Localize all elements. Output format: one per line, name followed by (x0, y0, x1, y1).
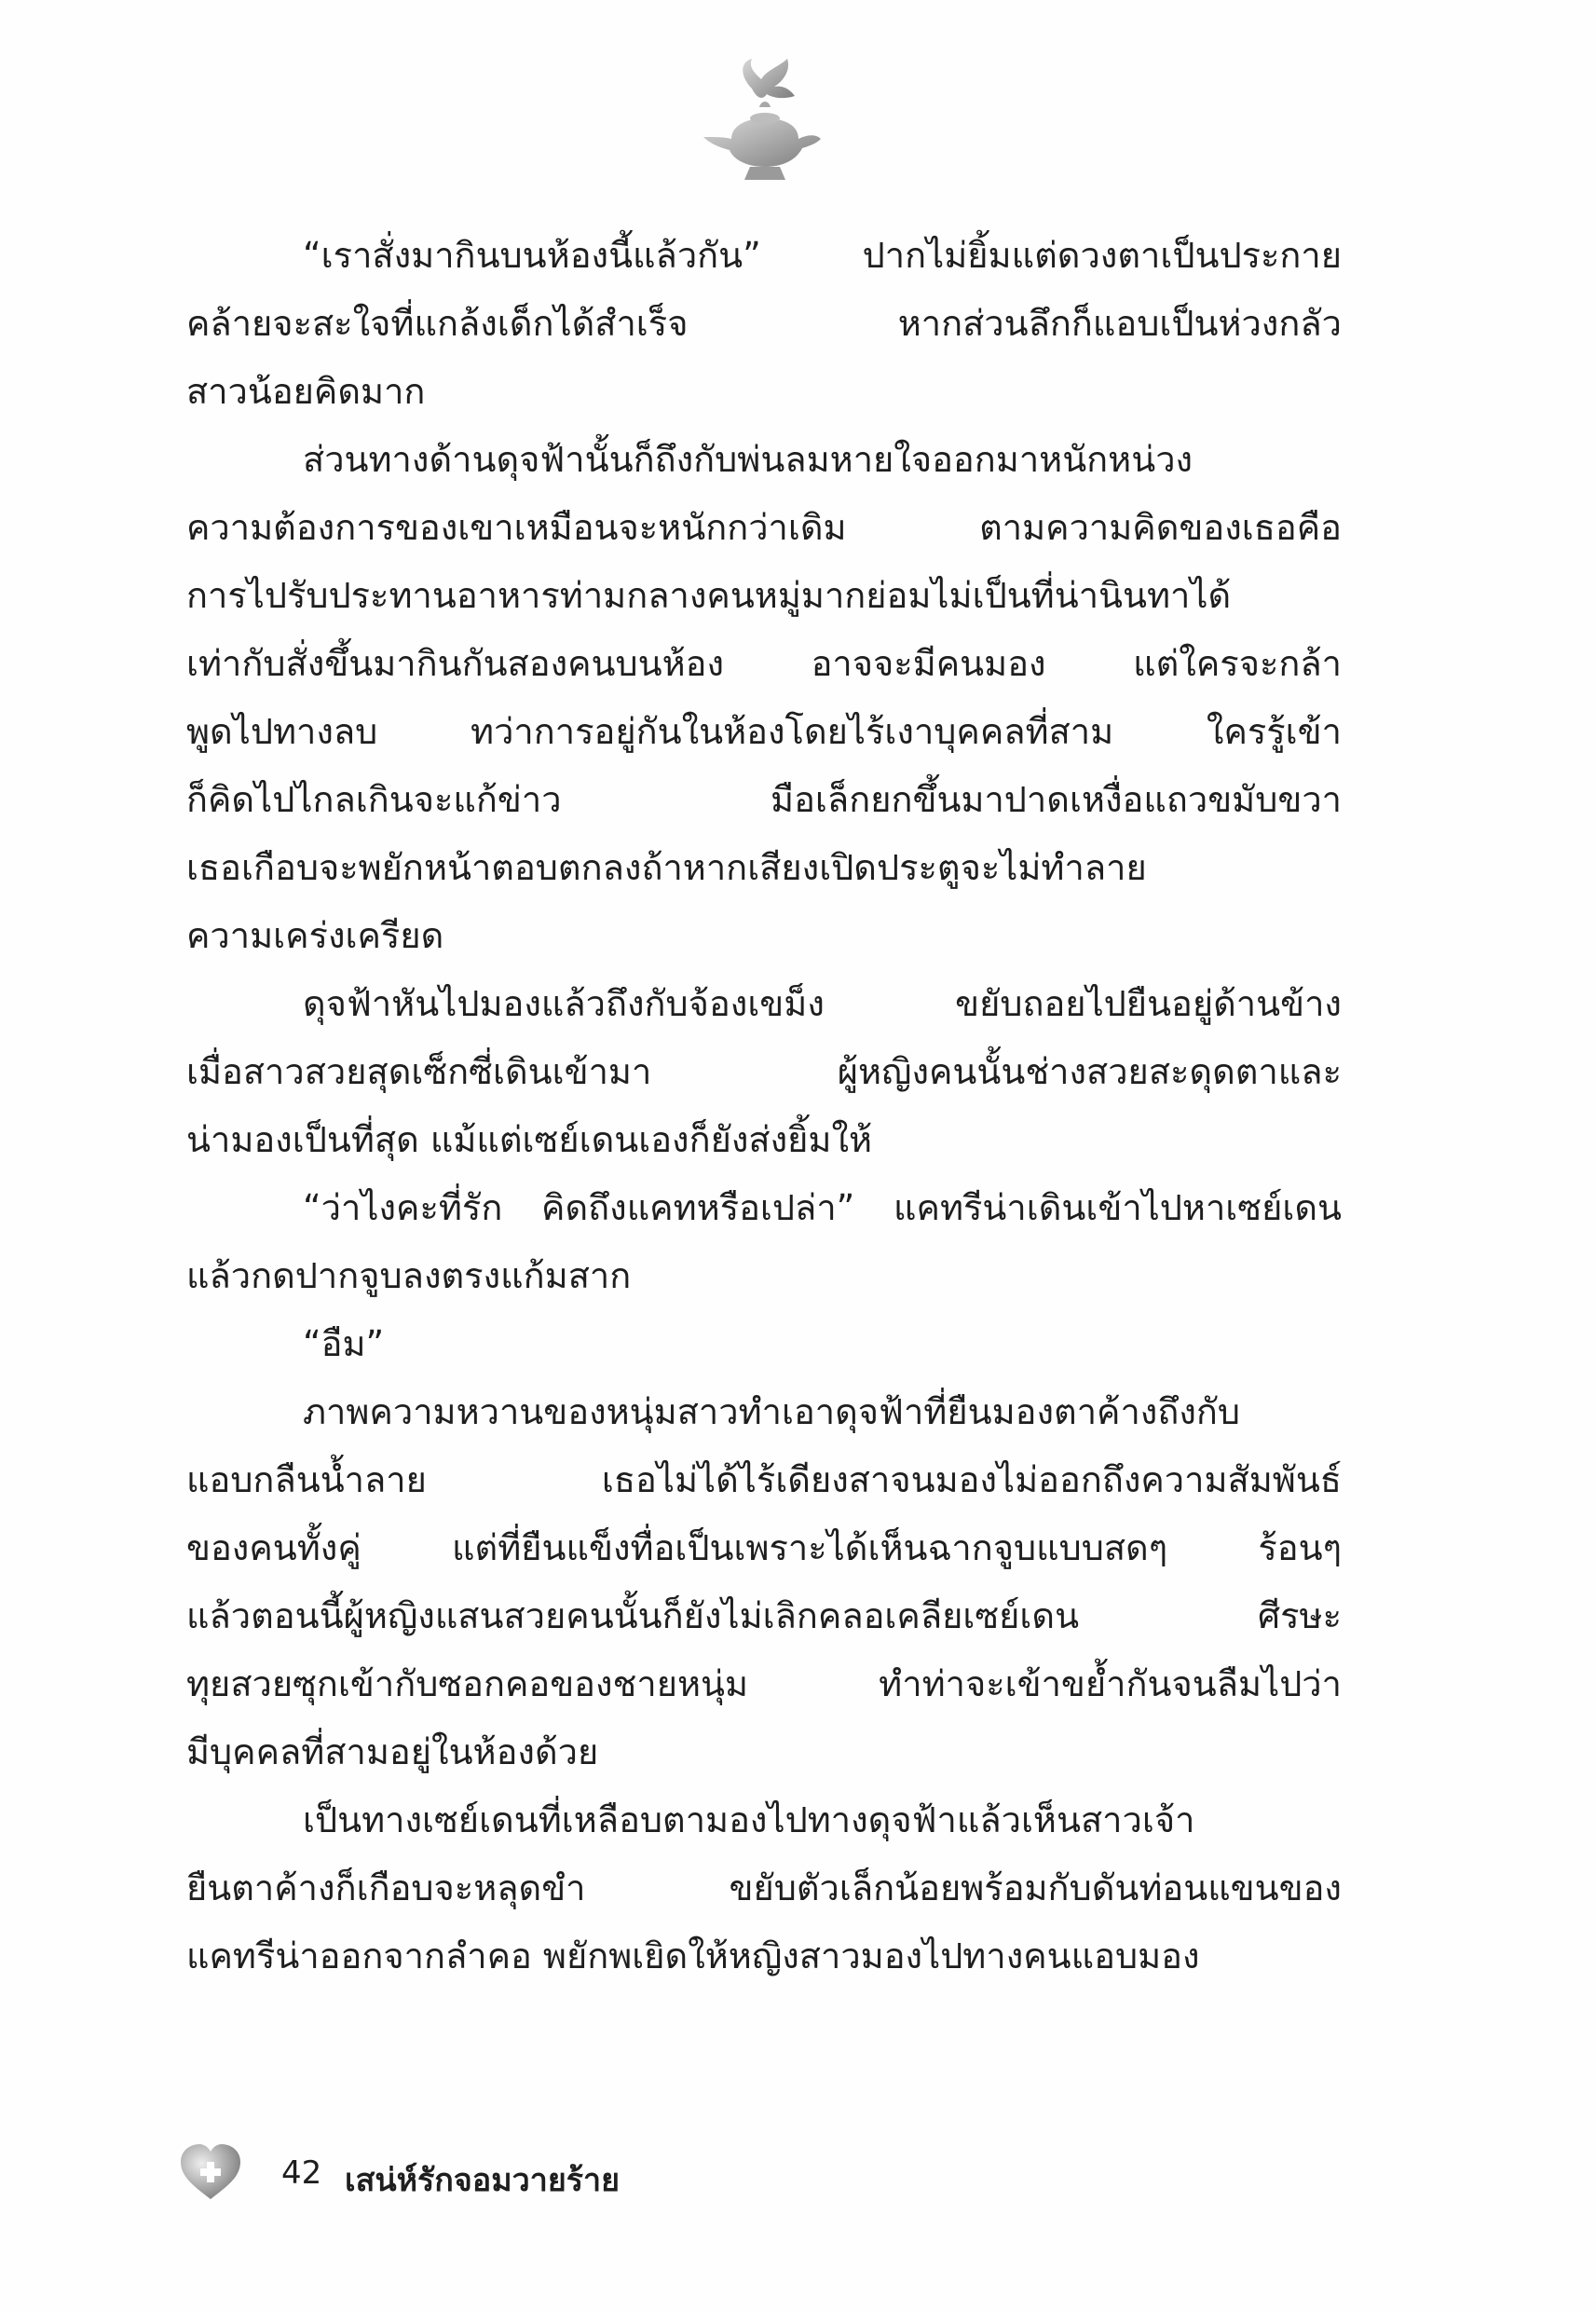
text-line: ก็คิดไปไกลเกินจะแก้ข่าว มือเล็กยกขึ้นมาปาดเหงื่อแถวขมับขวา (186, 779, 1342, 820)
paragraph (186, 1786, 1342, 1990)
text-line: เป็นทางเซย์เดนที่เหลือบตามองไปทางดุจฟ้าแล้วเห็นสาวเจ้า (303, 1799, 1195, 1840)
text-line: เท่ากับสั่งขึ้นมากินกันสองคนบนห้อง อาจจะมีคนมอง แต่ใครจะกล้า (186, 643, 1342, 684)
paragraph (186, 426, 1342, 970)
text-line: ทุยสวยซุกเข้ากับซอกคอของชายหนุ่ม ทำท่าจะเข้าขย้ำกันจนลืมไปว่า (186, 1663, 1342, 1704)
genie-lamp-icon (694, 51, 834, 191)
paragraph (186, 1174, 1342, 1310)
text-line: มีบุคคลที่สามอยู่ในห้องด้วย (186, 1731, 599, 1772)
text-line: แอบกลืนน้ำลาย เธอไม่ได้ไร้เดียงสาจนมองไม่ออกถึงความสัมพันธ์ (186, 1459, 1342, 1500)
page-number: 42 (281, 2154, 322, 2192)
heart-plus-icon (177, 2141, 244, 2203)
paragraph (186, 970, 1342, 1174)
text-line: เธอเกือบจะพยักหน้าตอบตกลงถ้าหากเสียงเปิดประตูจะไม่ทำลาย (186, 847, 1147, 888)
paragraph (186, 1310, 1342, 1378)
text-line: ของคนทั้งคู่ แต่ที่ยืนแข็งทื่อเป็นเพราะได้เห็นฉากจูบแบบสดๆ ร้อนๆ (186, 1527, 1342, 1568)
paragraph (186, 222, 1342, 426)
body-text (186, 222, 1342, 1990)
text-line: แล้วกดปากจูบลงตรงแก้มสาก (186, 1255, 632, 1296)
text-line: พูดไปทางลบ ทว่าการอยู่กันในห้องโดยไร้เงาบุคคลที่สาม ใครรู้เข้า (186, 711, 1342, 752)
text-line: ส่วนทางด้านดุจฟ้านั้นก็ถึงกับพ่นลมหายใจออกมาหนักหน่วง (303, 439, 1194, 480)
text-line: แคทรีน่าออกจากลำคอ พยักพเยิดให้หญิงสาวมองไปทางคนแอบมอง (186, 1935, 1200, 1976)
text-line: ภาพความหวานของหนุ่มสาวทำเอาดุจฟ้าที่ยืนมองตาค้างถึงกับ (303, 1391, 1241, 1432)
text-line: คล้ายจะสะใจที่แกล้งเด็กได้สำเร็จ หากส่วนลึกก็แอบเป็นห่วงกลัว (186, 303, 1342, 344)
text-line: “เราสั่งมากินบนห้องนี้แล้วกัน” ปากไม่ยิ้มแต่ดวงตาเป็นประกาย (303, 235, 1342, 276)
book-title: เสน่ห์รักจอมวายร้าย (345, 2162, 621, 2199)
text-line: ยืนตาค้างก็เกือบจะหลุดขำ ขยับตัวเล็กน้อยพร้อมกับดันท่อนแขนของ (186, 1867, 1342, 1908)
text-line: ดุจฟ้าหันไปมองแล้วถึงกับจ้องเขม็ง ขยับถอยไปยืนอยู่ด้านข้าง (303, 983, 1342, 1024)
page-footer (177, 2141, 922, 2207)
text-line: สาวน้อยคิดมาก (186, 371, 426, 412)
text-line: “อืม” (303, 1323, 385, 1364)
text-line: เมื่อสาวสวยสุดเซ็กซี่เดินเข้ามา ผู้หญิงคนนั้นช่างสวยสะดุดตาและ (186, 1051, 1342, 1092)
paragraph (186, 1378, 1342, 1786)
text-line: “ว่าไงคะที่รัก คิดถึงแคทหรือเปล่า” แคทรีน่าเดินเข้าไปหาเซย์เดน (303, 1187, 1342, 1228)
text-line: ความต้องการของเขาเหมือนจะหนักกว่าเดิม ตามความคิดของเธอคือ (186, 507, 1342, 548)
text-line: ความเคร่งเครียด (186, 915, 444, 956)
text-line: น่ามองเป็นที่สุด แม้แต่เซย์เดนเองก็ยังส่งยิ้มให้ (186, 1119, 873, 1160)
text-line: แล้วตอนนี้ผู้หญิงแสนสวยคนนั้นก็ยังไม่เลิกคลอเคลียเซย์เดน ศีรษะ (186, 1595, 1342, 1636)
text-line: การไปรับประทานอาหารท่ามกลางคนหมู่มากย่อมไม่เป็นที่น่านินทาได้ (186, 575, 1232, 616)
